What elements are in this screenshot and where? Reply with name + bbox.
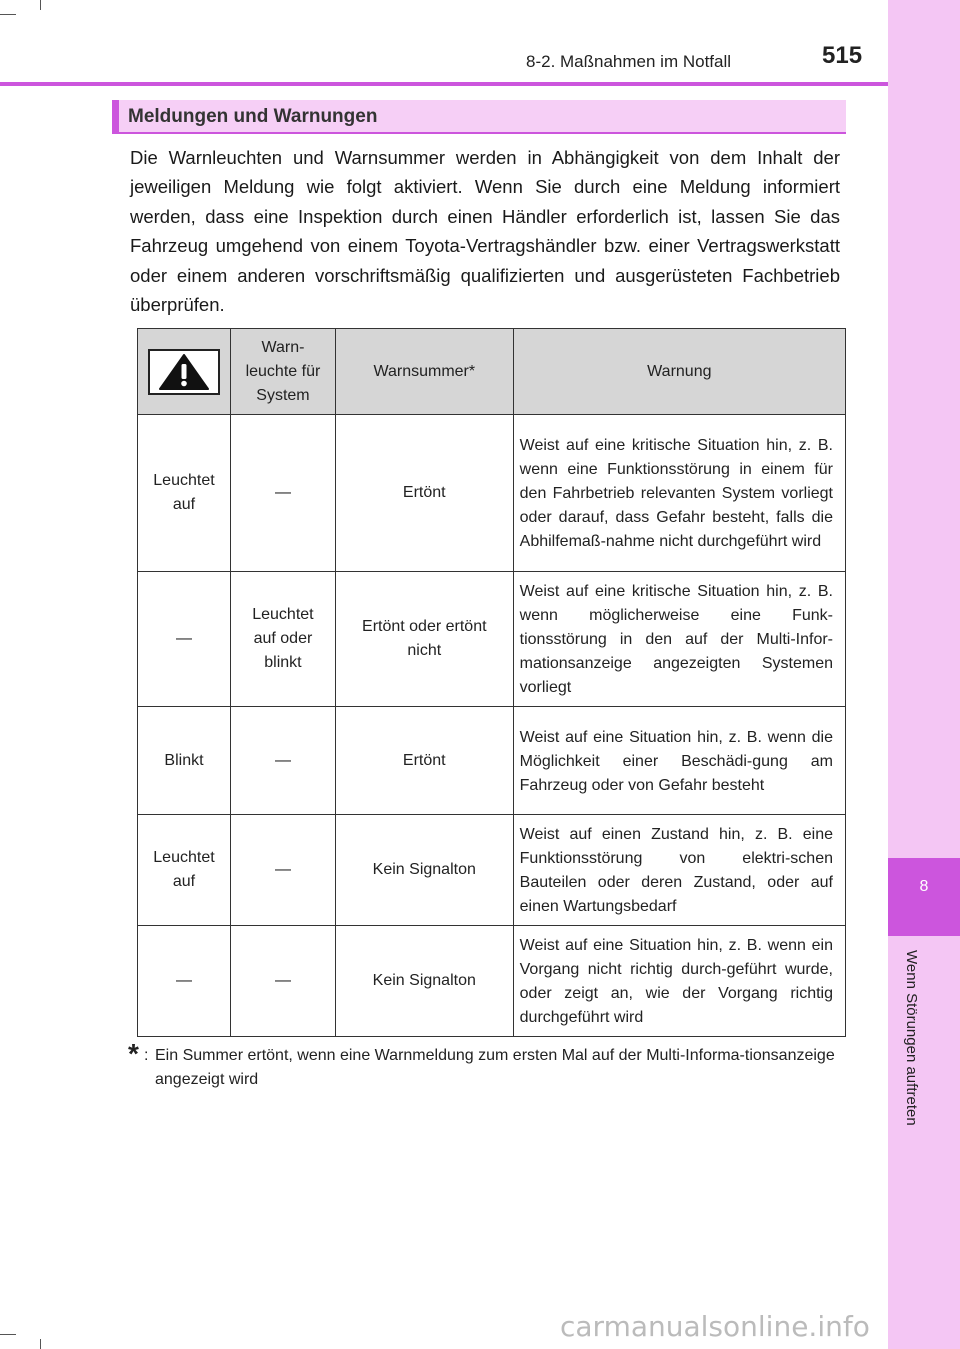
table-row [138,707,846,815]
intro-paragraph: Die Warnleuchten und Warnsummer werden in Abhängigkeit von dem Inhalt der jeweiligen Meldung wie folgt aktiviert. Wenn Sie durch eine Meldung informiert werden, dass eine Inspektion durch einen Händler erforderlich ist, lassen Sie das Fahrzeug umgehend von einem Toyota-Vertragshändler bzw. einer Vertragswerkstatt oder einem anderen vorschriftsmäßig qualifizierten und ausgerüsteten Fachbetrieb überprüfen. [130,147,840,316]
table-header-warnsummer: Warnsummer* [335,329,513,415]
footnote-text: Ein Summer ertönt, wenn eine Warnmeldung zum ersten Mal auf der Multi-Informa-tionsanzeige angezeigt wird [155,1047,835,1088]
crop-mark [0,14,16,15]
footnote-marker: * [128,1038,139,1069]
table-row [138,572,846,707]
crop-mark [0,1334,16,1335]
table-cell: Weist auf eine kritische Situation hin, z. B. wenn eine Funktionsstörung in einem für den Fahrbetrieb relevanten System vorliegt oder darauf, dass Gefahr besteht, falls die Abhilfemaß-nahme nicht durchgeführt wird [513,415,845,572]
table-header-warnleuchte: Warn-leuchte für System [230,329,335,415]
section-heading-accent [112,100,119,134]
crop-mark [40,1339,41,1349]
header-section-title: 8-2. Maßnahmen im Notfall [526,52,732,71]
table-cell: — [138,572,231,707]
table-cell: Blinkt [138,707,231,815]
chapter-title: Wenn Störungen auftreten [903,950,920,1126]
table-cell: Leuchtet auf [138,415,231,572]
table-cell: Kein Signalton [335,926,513,1037]
table-cell: — [230,926,335,1037]
table-cell: Weist auf eine Situation hin, z. B. wenn die Möglichkeit einer Beschädi-gung am Fahrzeug oder von Gefahr besteht [513,707,845,815]
table-row [138,926,846,1037]
watermark: carmanualsonline.info [560,1310,870,1343]
chapter-number: 8 [919,878,929,895]
warnings-table [137,328,846,1037]
table-cell: — [230,815,335,926]
chapter-tab-active [888,858,960,936]
table-cell: Ertönt [335,707,513,815]
table-cell: Weist auf eine Situation hin, z. B. wenn ein Vorgang nicht richtig durch-geführt wurde, oder zeigt an, wie der Vorgang richtig durchgeführt wird [513,926,845,1037]
table-header-row [138,329,846,415]
page-number: 515 [822,42,863,69]
table-header-icon-cell [138,329,231,415]
table-cell: Ertönt [335,415,513,572]
table-row [138,415,846,572]
table-cell: Leuchtet auf [138,815,231,926]
table-header-warnung: Warnung [513,329,845,415]
section-heading-bar [112,100,846,134]
warning-triangle-icon [148,349,220,395]
table-cell: Weist auf eine kritische Situation hin, z. B. wenn möglicherweise eine Funk-tionsstörung in den auf der Multi-Infor-mationsanzeige angezeigten Systemen vorliegt [513,572,845,707]
table-cell: Ertönt oder ertönt nicht [335,572,513,707]
table-cell: — [138,926,231,1037]
header-rule [0,82,888,86]
table-cell: — [230,707,335,815]
table-cell: Weist auf einen Zustand hin, z. B. eine Funktionsstörung von elektri-schen Bauteilen oder deren Zustand, oder auf einen Wartungsbedarf [513,815,845,926]
table-cell: — [230,415,335,572]
table-cell: Kein Signalton [335,815,513,926]
footnote-separator: : [144,1047,149,1064]
table-cell: Leuchtet auf oder blinkt [230,572,335,707]
crop-mark [40,0,41,10]
table-row [138,815,846,926]
section-title: Meldungen und Warnungen [128,106,378,127]
